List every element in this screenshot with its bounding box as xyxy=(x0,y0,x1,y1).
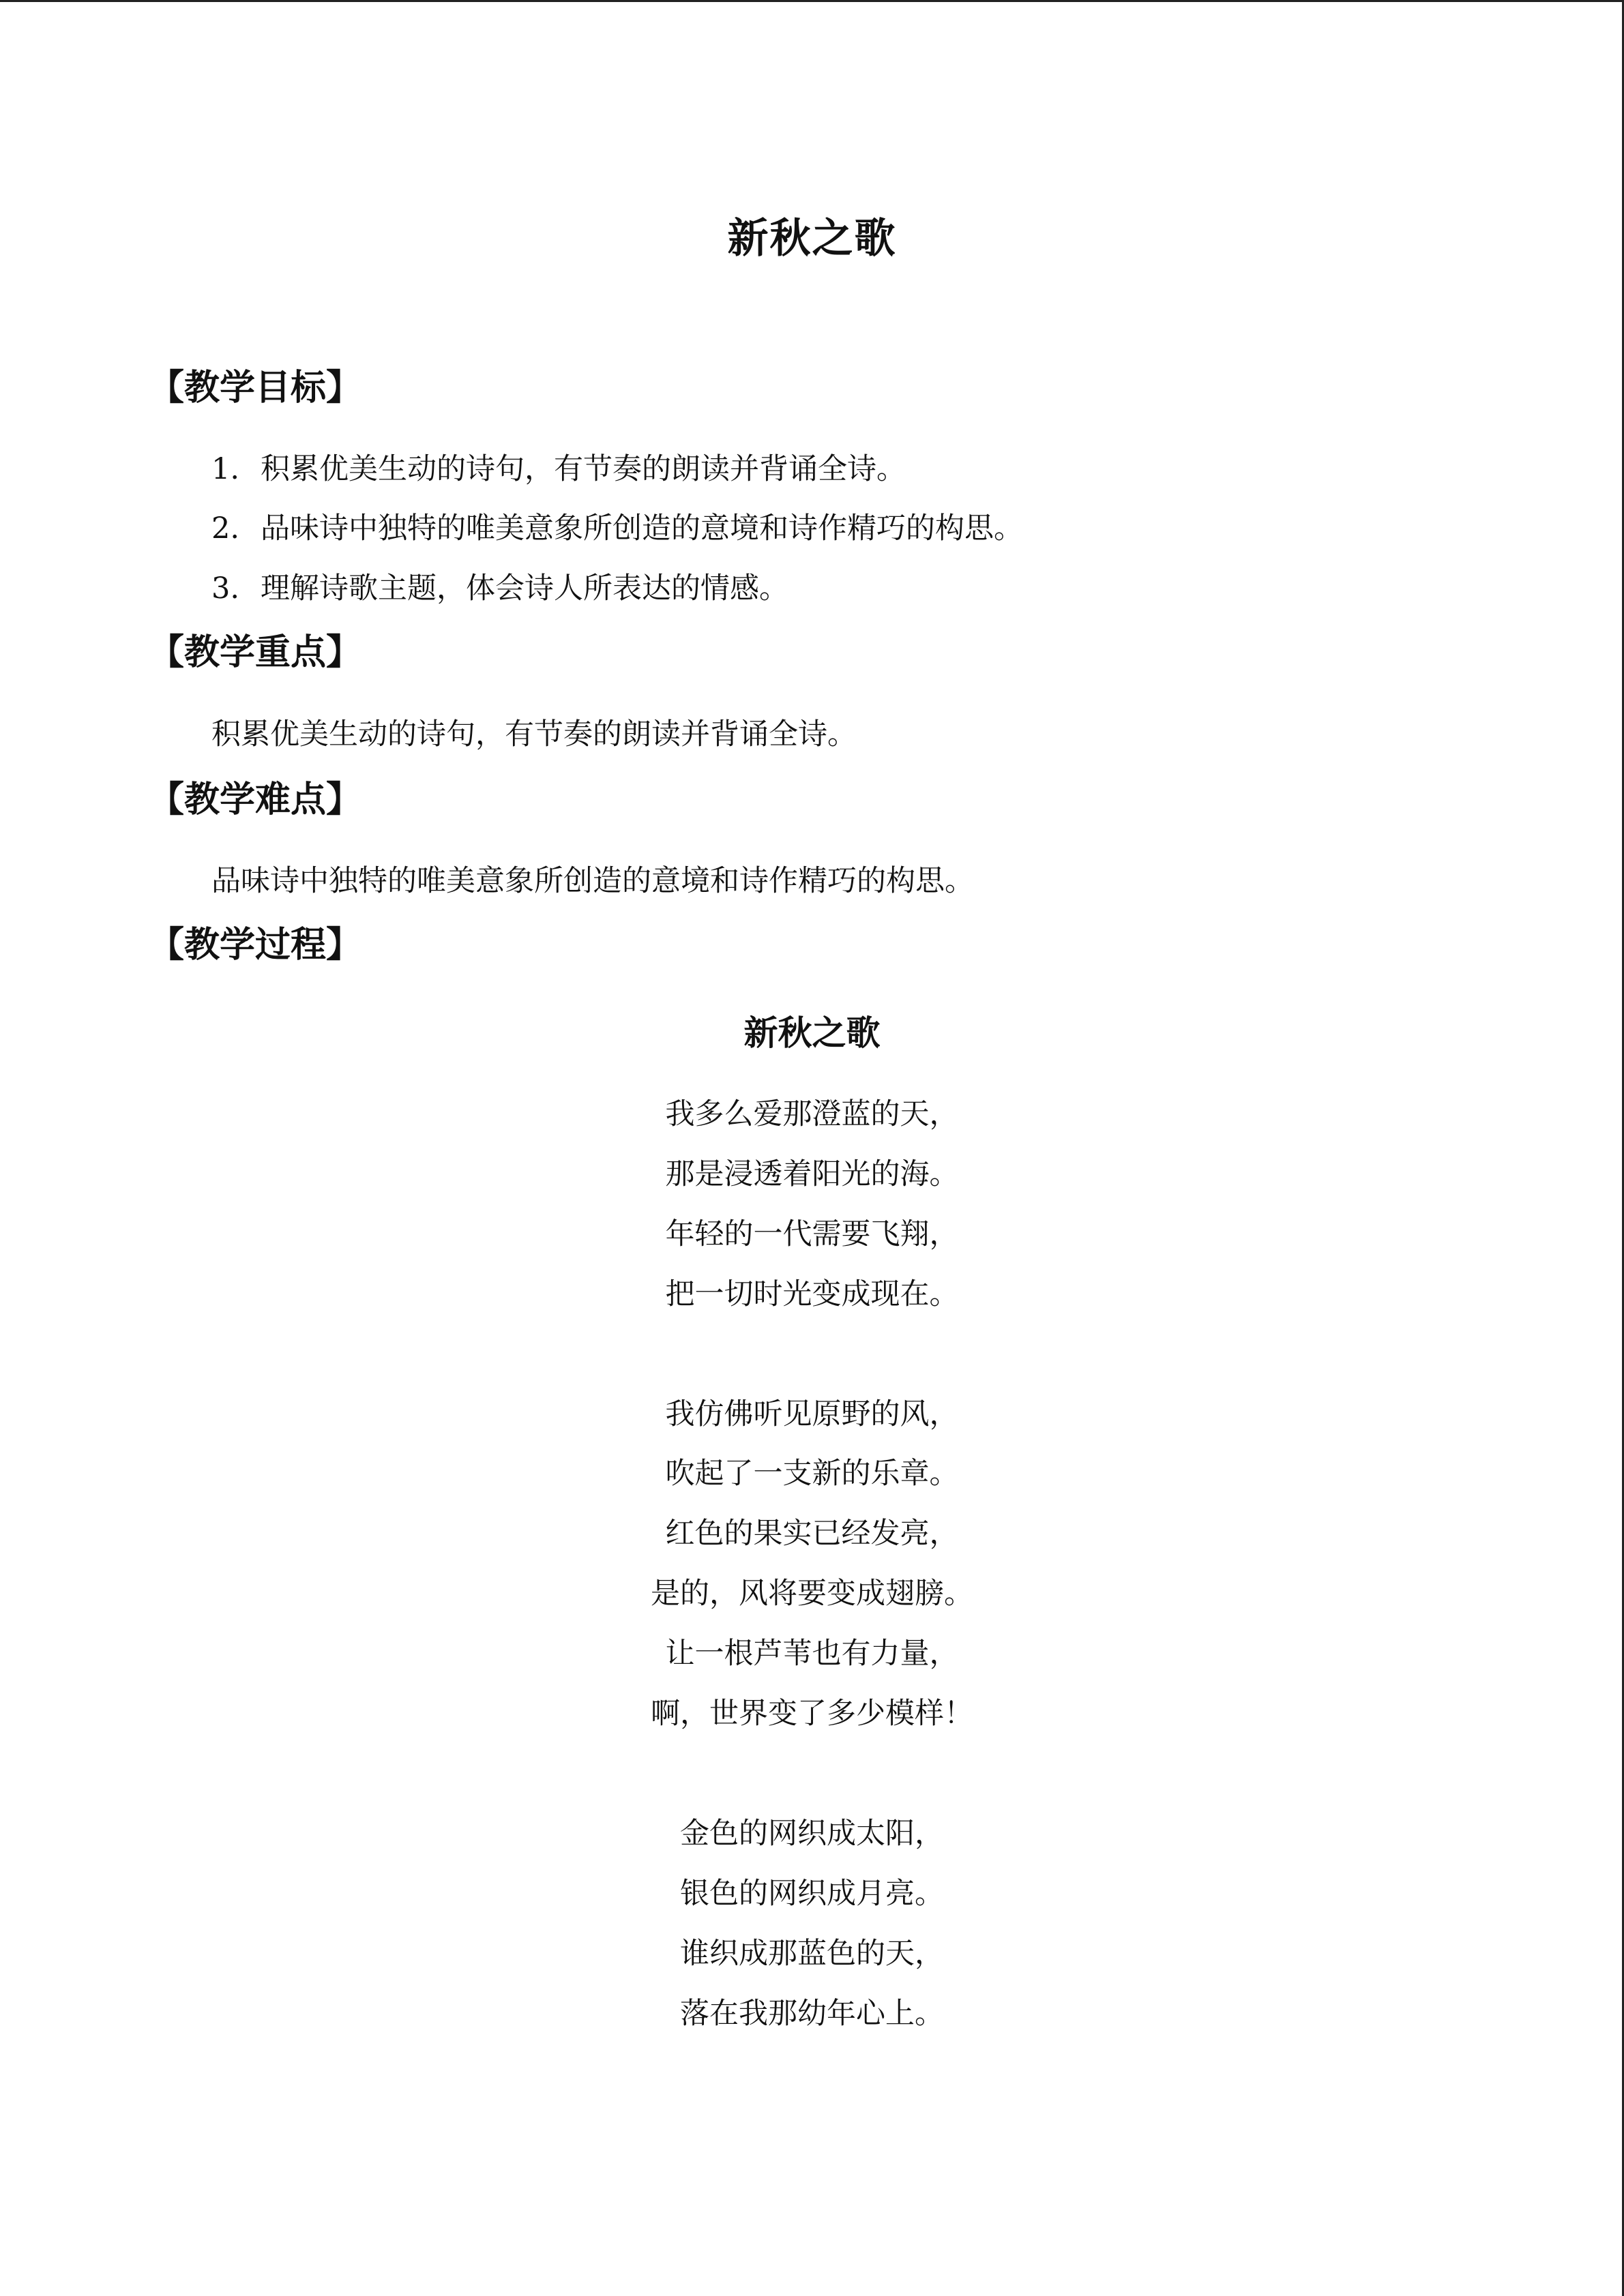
poem-line: 是的，风将要变成翅膀。 xyxy=(651,1577,973,1611)
page-border-top xyxy=(0,0,1624,2)
poem-title: 新秋之歌 xyxy=(743,1013,881,1053)
objective-text: 品味诗中独特的唯美意象所创造的意境和诗作精巧的构思。 xyxy=(261,511,1023,546)
poem-line: 我多么爱那澄蓝的天， xyxy=(665,1097,959,1131)
objective-item xyxy=(211,508,1023,549)
poem-line: 那是浸透着阳光的海。 xyxy=(665,1157,959,1191)
poem-line: 吹起了一支新的乐章。 xyxy=(665,1457,959,1491)
difficulties-text: 品味诗中独特的唯美意象所创造的意境和诗作精巧的构思。 xyxy=(211,864,974,898)
objective-text: 积累优美生动的诗句，有节奏的朗读并背诵全诗。 xyxy=(261,452,906,486)
poem-line: 啊，世界变了多少模样！ xyxy=(651,1697,973,1731)
objective-item xyxy=(211,568,788,609)
poem-line: 我仿佛听见原野的风， xyxy=(665,1397,959,1431)
poem-line: 让一根芦苇也有力量， xyxy=(665,1637,959,1671)
objective-text: 理解诗歌主题，体会诗人所表达的情感。 xyxy=(261,571,788,606)
poem-line: 把一切时光变成现在。 xyxy=(665,1277,959,1311)
section-heading-process: 【教学过程】 xyxy=(149,925,362,966)
poem-line: 年轻的一代需要飞翔， xyxy=(665,1217,959,1251)
objective-item xyxy=(211,449,906,490)
poem-line: 落在我那幼年心上。 xyxy=(680,1997,944,2031)
key-points-text: 积累优美生动的诗句，有节奏的朗读并背诵全诗。 xyxy=(211,717,857,751)
poem-line: 谁织成那蓝色的天， xyxy=(680,1937,944,1971)
poem-line: 金色的网织成太阳， xyxy=(680,1817,944,1851)
section-heading-objectives: 【教学目标】 xyxy=(149,368,362,408)
objective-number: 1. xyxy=(211,452,240,486)
poem-line: 红色的果实已经发亮， xyxy=(665,1517,959,1551)
poem-line: 银色的网织成月亮。 xyxy=(680,1877,944,1911)
section-heading-key-points: 【教学重点】 xyxy=(149,632,362,673)
section-heading-difficulties: 【教学难点】 xyxy=(149,779,362,820)
objective-number: 3. xyxy=(211,571,240,606)
objective-number: 2. xyxy=(211,511,240,546)
document-title: 新秋之歌 xyxy=(727,215,897,263)
